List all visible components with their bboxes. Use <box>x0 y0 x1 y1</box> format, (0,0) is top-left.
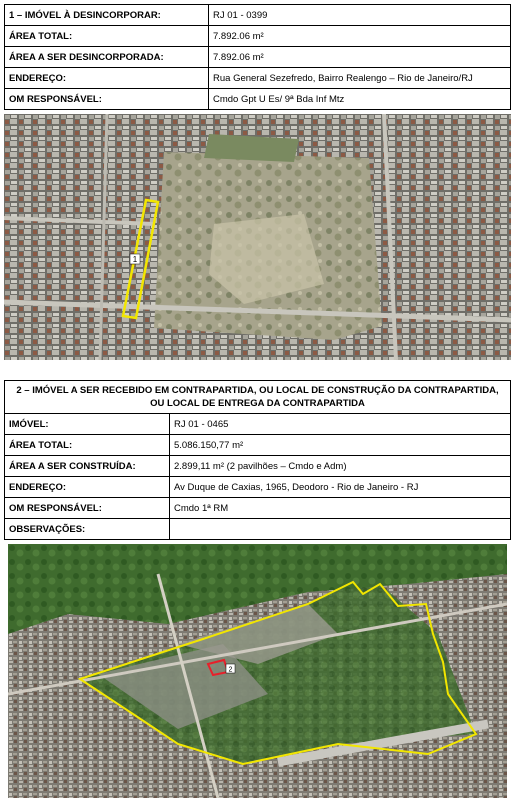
field-label: OBSERVAÇÕES: <box>5 519 170 540</box>
property-2-table <box>4 380 511 540</box>
table-row <box>5 89 511 110</box>
table-row <box>5 435 511 456</box>
field-label: ÁREA A SER CONSTRUÍDA: <box>5 456 170 477</box>
table-row <box>5 68 511 89</box>
section-2-heading: 2 – IMÓVEL A SER RECEBIDO EM CONTRAPARTIDA, OU LOCAL DE CONSTRUÇÃO DA CONTRAPARTIDA, OU LOCAL DE ENTREGA DA CONTRAPARTIDA <box>5 381 511 414</box>
field-value: 7.892.06 m² <box>209 26 511 47</box>
field-value: Av Duque de Caxias, 1965, Deodoro - Rio de Janeiro - RJ <box>170 477 511 498</box>
field-label: 1 – IMÓVEL À DESINCORPORAR: <box>5 5 209 26</box>
field-value: 5.086.150,77 m² <box>170 435 511 456</box>
table-row <box>5 47 511 68</box>
aerial-photo-property-2 <box>8 544 507 798</box>
table-row <box>5 519 511 540</box>
field-label: ÁREA TOTAL: <box>5 435 170 456</box>
table-row <box>5 26 511 47</box>
table-row <box>5 477 511 498</box>
property-1-label: 1 <box>132 255 138 264</box>
field-label: ÁREA TOTAL: <box>5 26 209 47</box>
field-label: OM RESPONSÁVEL: <box>5 498 170 519</box>
field-value: RJ 01 - 0465 <box>170 414 511 435</box>
field-label: IMÓVEL: <box>5 414 170 435</box>
table-row <box>5 498 511 519</box>
property-1-table <box>4 4 511 110</box>
field-value: Cmdo 1ª RM <box>170 498 511 519</box>
table-row <box>5 414 511 435</box>
table-row <box>5 456 511 477</box>
field-value: 7.892.06 m² <box>209 47 511 68</box>
field-label: ENDEREÇO: <box>5 477 170 498</box>
field-value: RJ 01 - 0399 <box>209 5 511 26</box>
field-value: 2.899,11 m² (2 pavilhões – Cmdo e Adm) <box>170 456 511 477</box>
aerial-photo-property-1 <box>4 114 511 360</box>
field-value: Cmdo Gpt U Es/ 9ª Bda Inf Mtz <box>209 89 511 110</box>
field-label: ÁREA A SER DESINCORPORADA: <box>5 47 209 68</box>
table-row <box>5 5 511 26</box>
field-label: OM RESPONSÁVEL: <box>5 89 209 110</box>
field-label: ENDEREÇO: <box>5 68 209 89</box>
property-2-label: 2 <box>228 666 233 674</box>
field-value: Rua General Sezefredo, Bairro Realengo – Rio de Janeiro/RJ <box>209 68 511 89</box>
field-value <box>170 519 511 540</box>
